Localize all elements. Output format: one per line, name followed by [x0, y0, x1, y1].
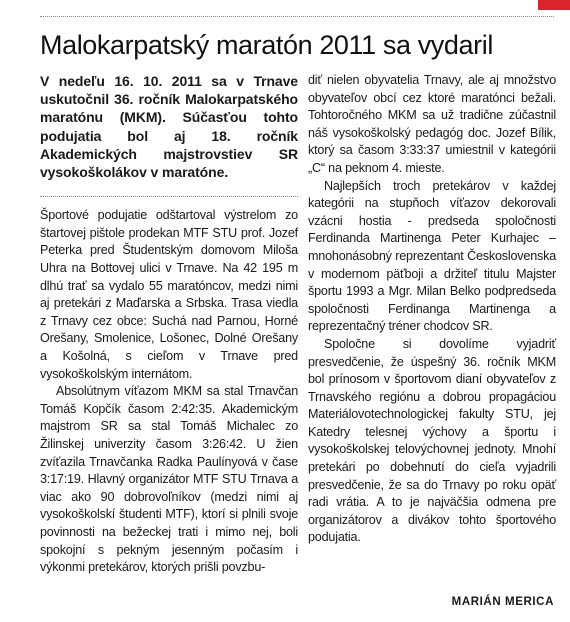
article-title: Malokarpatský maratón 2011 sa vydaril	[40, 30, 493, 60]
top-dotted-rule	[40, 16, 554, 17]
body-paragraph: Absolútnym víťazom MKM sa stal Trnavčan Tomáš Kopčík časom 2:42:35. Akademickým majstrom SR sa stal Tomáš Michalec zo Žilinskej univerzity časom 3:26:42. U žien zvíťazila Trnavčanka Radka Paulínyová v čase 3:17:19. Hlavný organizátor MTF STU Trnava a viac ako 90 dobrovoľníkov (medzi nimi aj vysokoškolskí študenti MTF), ktorí si plnili svoje povinnosti na bežeckej trati i mimo nej, boli spokojní s pekným jesenným počasím i výkonmi pretekárov, ktorých prišli povzbu-	[40, 384, 298, 575]
body-paragraph: Najlepších troch pretekárov v každej kategórii na stupňoch víťazov dekorovali vzácni hostia - predseda spoločnosti Ferdinanda Martinenga Peter Kurhajec – mnohonásobný reprezentant Československa v modernom päťboji a držiteľ titulu Majster športu 1993 a Mgr. Milan Belko podpredseda spoločnosti Ferdinanga Martinenga a reprezentačný tréner chodcov SR.	[308, 178, 556, 334]
right-column	[308, 72, 556, 547]
article-lead: V nedeľu 16. 10. 2011 sa v Trnave uskutočnil 36. ročník Malokarpatského maratónu (MKM). Súčasťou tohto podujatia bol aj 18. ročník Akademických majstrovstiev SR vysokoškolákov v maratóne.	[40, 73, 298, 181]
body-paragraph: Športové podujatie odštartoval výstrelom zo štartovej pištole prodekan MTF STU prof. Jozef Peterka pred Študentským domovom Miloša Uhra na Bottovej ulici v Trnave. Na 42 195 m dlhú trať sa vydalo 55 maratóncov, medzi nimi aj pretekári z Maďarska a Srbska. Trasa viedla z Trnavy cez obce: Suchá nad Parnou, Horné Orešany, Smolenice, Lošonec, Dolné Orešany a Košolná, s cieľom v Trnave pred vysokoškolským internátom.	[40, 208, 298, 381]
left-column	[40, 72, 298, 577]
corner-accent-bar	[538, 0, 570, 10]
article-author: MARIÁN MERICA	[451, 596, 554, 608]
body-paragraph: Spoločne si dovolíme vyjadriť presvedčenie, že úspešný 36. ročník MKM bol prínosom v športovom dianí obyvateľov z Trnavského regiónu a dobrou propagáciou Materiálovotechnologickej fakulty STU, jej Katedry telesnej výchovy a športu i vysokoškolskej telovýchovnej jednoty. Mnohí pretekári po dobehnutí do cieľa vyjadrili presvedčenie, že sa do Trnavy po roku opäť radi vrátia. A to je najväčšia odmena pre organizátorov a divákov tohto športového podujatia.	[308, 336, 556, 545]
body-paragraph: diť nielen obyvatelia Trnavy, ale aj množstvo obyvateľov obcí cez ktoré maratónci bežali. Tohtoročného MKM sa už tradične zúčastnil náš vysokoškolský pedagóg doc. Jozef Bílik, ktorý sa časom 3:33:37 umiestnil v kategórii „C“ na peknom 4. mieste.	[308, 73, 556, 175]
lead-dotted-rule	[40, 196, 298, 197]
